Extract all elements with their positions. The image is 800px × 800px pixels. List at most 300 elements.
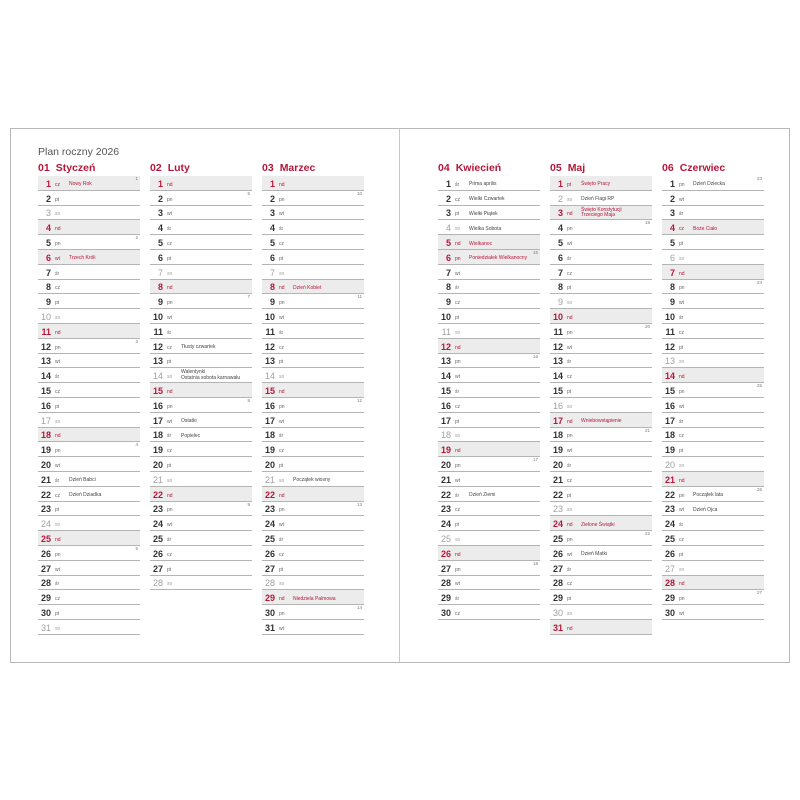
month-number: 04 <box>438 162 450 174</box>
day-number: 26 <box>664 548 675 559</box>
day-row <box>550 339 652 354</box>
day-number: 18 <box>40 430 51 441</box>
day-number: 26 <box>152 548 163 559</box>
day-row <box>662 220 764 235</box>
day-row <box>438 206 540 221</box>
day-number: 9 <box>269 297 275 308</box>
week-number: 6 <box>247 190 250 196</box>
day-number: 22 <box>552 489 563 500</box>
weekday-abbr: cz <box>55 492 60 499</box>
weekday-abbr: cz <box>167 344 172 351</box>
day-row <box>262 590 364 605</box>
weekday-abbr: nd <box>167 388 173 395</box>
day-row <box>262 235 364 250</box>
day-row <box>262 442 364 457</box>
day-number: 7 <box>269 267 275 278</box>
holiday-label <box>469 227 501 232</box>
day-number: 16 <box>152 400 163 411</box>
day-number: 19 <box>552 445 563 456</box>
weekday-abbr: wt <box>567 240 572 247</box>
week-number: 18 <box>532 560 538 566</box>
weekday-abbr: wt <box>167 418 172 425</box>
month-name: Czerwiec <box>679 162 726 174</box>
weekday-abbr: pn <box>55 344 61 351</box>
day-row <box>262 250 364 265</box>
day-number: 3 <box>269 208 275 219</box>
day-number: 21 <box>264 474 275 485</box>
weekday-abbr: pn <box>679 181 685 188</box>
weekday-abbr: pt <box>455 211 460 218</box>
day-row <box>38 516 140 531</box>
day-row <box>438 309 540 324</box>
weekday-abbr: pn <box>567 536 573 543</box>
day-number: 11 <box>441 326 451 337</box>
weekday-abbr: wt <box>567 344 572 351</box>
day-row <box>438 354 540 369</box>
weekday-abbr: śr <box>679 314 684 321</box>
weekday-abbr: pt <box>55 507 60 514</box>
weekday-abbr: so <box>167 581 173 588</box>
day-row <box>150 561 252 576</box>
week-number: 3 <box>135 338 138 344</box>
holiday-line: Prima aprilis <box>469 181 497 188</box>
holiday-label <box>293 597 336 602</box>
day-row <box>150 339 252 354</box>
day-number: 31 <box>40 622 51 633</box>
day-number: 18 <box>552 430 563 441</box>
day-row <box>38 428 140 443</box>
day-row <box>550 516 652 531</box>
day-number: 7 <box>669 267 675 278</box>
month-name: Luty <box>167 162 190 174</box>
weekday-abbr: so <box>55 625 61 632</box>
day-row <box>262 531 364 546</box>
day-row <box>262 309 364 324</box>
day-row <box>150 235 252 250</box>
weekday-abbr: so <box>567 300 573 307</box>
day-number: 12 <box>40 341 51 352</box>
day-row <box>38 457 140 472</box>
weekday-abbr: pn <box>279 403 285 410</box>
day-row <box>262 516 364 531</box>
day-number: 4 <box>269 223 275 234</box>
weekday-abbr: cz <box>567 477 572 484</box>
month-header <box>438 162 540 176</box>
day-row <box>438 487 540 502</box>
day-number: 21 <box>552 474 563 485</box>
day-number: 18 <box>264 430 275 441</box>
month-column-february <box>150 162 252 590</box>
day-number: 5 <box>445 237 451 248</box>
weekday-abbr: śr <box>55 270 60 277</box>
weekday-abbr: pn <box>55 240 61 247</box>
day-number: 24 <box>264 519 275 530</box>
weekday-abbr: wt <box>679 196 684 203</box>
weekday-abbr: śr <box>55 581 60 588</box>
holiday-label <box>69 256 96 261</box>
weekday-abbr: pn <box>167 196 173 203</box>
day-row <box>438 368 540 383</box>
day-number: 3 <box>557 208 563 219</box>
day-row <box>550 368 652 383</box>
day-row <box>662 531 764 546</box>
day-number: 8 <box>45 282 51 293</box>
day-row <box>262 206 364 221</box>
holiday-line: Dzień Dziadka <box>69 492 102 499</box>
day-row <box>550 546 652 561</box>
day-number: 9 <box>669 297 675 308</box>
day-number: 2 <box>45 193 51 204</box>
day-number: 28 <box>264 578 275 589</box>
weekday-abbr: so <box>55 314 61 321</box>
day-number: 17 <box>40 415 51 426</box>
day-row <box>150 457 252 472</box>
day-number: 15 <box>664 385 675 396</box>
day-number: 21 <box>40 474 51 485</box>
weekday-abbr: cz <box>55 285 60 292</box>
weekday-abbr: śr <box>167 226 172 233</box>
day-number: 1 <box>269 178 275 189</box>
day-row <box>262 620 364 635</box>
holiday-label <box>293 478 330 483</box>
day-row <box>150 220 252 235</box>
weekday-abbr: nd <box>279 181 285 188</box>
weekday-abbr: cz <box>167 240 172 247</box>
weekday-abbr: pt <box>55 403 60 410</box>
day-row <box>150 428 252 443</box>
weekday-abbr: wt <box>167 211 172 218</box>
weekday-abbr: pn <box>567 433 573 440</box>
holiday-label <box>181 370 240 381</box>
day-number: 9 <box>45 297 51 308</box>
day-row <box>150 502 252 517</box>
holiday-label <box>693 508 717 513</box>
day-number: 6 <box>557 252 563 263</box>
holiday-line: Nowy Rok <box>69 181 92 188</box>
day-row <box>262 605 364 620</box>
day-number: 23 <box>664 504 675 515</box>
day-number: 3 <box>45 208 51 219</box>
day-number: 30 <box>440 607 451 618</box>
day-number: 7 <box>445 267 451 278</box>
day-number: 26 <box>264 548 275 559</box>
day-number: 20 <box>552 459 563 470</box>
day-number: 14 <box>664 371 675 382</box>
holiday-label <box>693 227 717 232</box>
day-number: 25 <box>664 533 675 544</box>
day-row <box>262 428 364 443</box>
day-number: 17 <box>440 415 451 426</box>
day-number: 31 <box>264 622 275 633</box>
weekday-abbr: so <box>567 196 573 203</box>
day-row <box>662 472 764 487</box>
day-number: 10 <box>552 311 563 322</box>
day-row <box>262 502 364 517</box>
weekday-abbr: pt <box>279 359 284 366</box>
holiday-label <box>581 197 614 202</box>
weekday-abbr: pn <box>167 507 173 514</box>
weekday-abbr: wt <box>279 418 284 425</box>
day-number: 8 <box>669 282 675 293</box>
weekday-abbr: pt <box>679 240 684 247</box>
day-row <box>550 280 652 295</box>
day-row <box>262 457 364 472</box>
day-row <box>438 294 540 309</box>
day-number: 15 <box>264 385 275 396</box>
holiday-label <box>181 345 215 350</box>
day-row <box>662 442 764 457</box>
day-row <box>150 191 252 206</box>
day-row <box>438 546 540 561</box>
holiday-label <box>469 242 492 247</box>
day-number: 17 <box>264 415 275 426</box>
weekday-abbr: cz <box>455 403 460 410</box>
holiday-line: Ostatnia sobota karnawału <box>181 374 241 381</box>
month-column-january <box>38 162 140 635</box>
day-row <box>150 309 252 324</box>
weekday-abbr: pt <box>167 462 172 469</box>
day-number: 29 <box>664 593 675 604</box>
day-number: 9 <box>557 297 563 308</box>
holiday-line: Zielone Świątki <box>581 521 615 528</box>
week-number: 16 <box>532 353 538 359</box>
weekday-abbr: śr <box>679 211 684 218</box>
weekday-abbr: pt <box>679 448 684 455</box>
day-number: 21 <box>440 474 451 485</box>
weekday-abbr: wt <box>567 448 572 455</box>
holiday-label <box>581 182 610 187</box>
day-row <box>38 383 140 398</box>
weekday-abbr: nd <box>567 418 573 425</box>
day-row <box>438 413 540 428</box>
weekday-abbr: pn <box>55 448 61 455</box>
weekday-abbr: nd <box>455 448 461 455</box>
weekday-abbr: nd <box>679 477 685 484</box>
day-number: 1 <box>157 178 163 189</box>
weekday-abbr: nd <box>567 211 573 218</box>
weekday-abbr: śr <box>455 388 460 395</box>
day-number: 20 <box>152 459 163 470</box>
weekday-abbr: nd <box>55 433 61 440</box>
day-number: 8 <box>557 282 563 293</box>
day-number: 29 <box>40 593 51 604</box>
day-row <box>662 383 764 398</box>
day-row <box>38 294 140 309</box>
holiday-line: Poniedziałek Wielkanocny <box>469 255 528 262</box>
month-name: Maj <box>567 162 586 174</box>
weekday-abbr: pn <box>167 300 173 307</box>
day-row <box>662 294 764 309</box>
day-row <box>438 516 540 531</box>
week-number: 27 <box>756 590 762 596</box>
day-number: 21 <box>152 474 163 485</box>
weekday-abbr: pn <box>455 255 461 262</box>
day-row <box>550 294 652 309</box>
day-number: 11 <box>553 326 563 337</box>
day-number: 10 <box>40 311 51 322</box>
holiday-label <box>693 182 725 187</box>
day-row <box>150 472 252 487</box>
month-name: Styczeń <box>55 162 96 174</box>
weekday-abbr: pn <box>167 403 173 410</box>
weekday-abbr: pn <box>279 196 285 203</box>
day-row <box>550 235 652 250</box>
holiday-label <box>581 552 607 557</box>
day-row <box>550 531 652 546</box>
weekday-abbr: pt <box>167 359 172 366</box>
day-number: 17 <box>664 415 675 426</box>
holiday-label <box>469 256 527 261</box>
week-number: 15 <box>532 249 538 255</box>
day-row <box>150 398 252 413</box>
day-row <box>662 235 764 250</box>
day-number: 1 <box>445 178 451 189</box>
weekday-abbr: pt <box>167 255 172 262</box>
page-title: Plan roczny 2026 <box>38 146 120 158</box>
day-row <box>662 428 764 443</box>
weekday-abbr: śr <box>567 462 572 469</box>
day-number: 25 <box>152 533 163 544</box>
day-row <box>262 368 364 383</box>
day-row <box>150 265 252 280</box>
day-row <box>438 324 540 339</box>
weekday-abbr: cz <box>567 581 572 588</box>
day-row <box>550 502 652 517</box>
day-number: 19 <box>264 445 275 456</box>
day-row <box>438 191 540 206</box>
holiday-label <box>469 493 495 498</box>
weekday-abbr: nd <box>279 388 285 395</box>
day-row <box>150 250 252 265</box>
day-number: 30 <box>40 607 51 618</box>
weekday-abbr: śr <box>55 374 60 381</box>
day-row <box>550 472 652 487</box>
day-row <box>662 206 764 221</box>
day-row <box>550 590 652 605</box>
weekday-abbr: so <box>55 211 61 218</box>
day-row <box>262 546 364 561</box>
day-number: 2 <box>557 193 563 204</box>
day-row <box>38 546 140 561</box>
day-number: 13 <box>40 356 51 367</box>
holiday-label <box>69 493 101 498</box>
month-column-june <box>662 162 764 620</box>
weekday-abbr: nd <box>679 374 685 381</box>
day-row <box>550 457 652 472</box>
weekday-abbr: cz <box>567 374 572 381</box>
day-row <box>38 235 140 250</box>
weekday-abbr: śr <box>455 596 460 603</box>
holiday-line: Niedziela Palmowa <box>293 595 336 602</box>
weekday-abbr: cz <box>167 551 172 558</box>
weekday-abbr: wt <box>455 581 460 588</box>
month-number: 03 <box>262 162 274 174</box>
day-row <box>550 176 652 191</box>
day-row <box>150 442 252 457</box>
day-row <box>150 546 252 561</box>
week-number: 22 <box>644 531 650 537</box>
day-number: 9 <box>157 297 163 308</box>
holiday-label <box>581 523 615 528</box>
day-number: 1 <box>557 178 563 189</box>
day-number: 3 <box>669 208 675 219</box>
day-row <box>662 502 764 517</box>
day-number: 23 <box>264 504 275 515</box>
week-number: 9 <box>247 501 250 507</box>
weekday-abbr: so <box>455 226 461 233</box>
holiday-line: Tłusty czwartek <box>181 344 216 351</box>
day-number: 24 <box>552 519 563 530</box>
day-row <box>38 472 140 487</box>
weekday-abbr: so <box>679 255 685 262</box>
day-number: 15 <box>552 385 563 396</box>
day-number: 7 <box>557 267 563 278</box>
day-row <box>438 442 540 457</box>
day-number: 14 <box>152 371 163 382</box>
day-number: 26 <box>440 548 451 559</box>
day-row <box>550 324 652 339</box>
day-number: 19 <box>40 445 51 456</box>
day-number: 15 <box>40 385 51 396</box>
day-row <box>550 220 652 235</box>
day-number: 8 <box>269 282 275 293</box>
weekday-abbr: pt <box>55 196 60 203</box>
weekday-abbr: śr <box>567 359 572 366</box>
week-number: 8 <box>247 397 250 403</box>
week-number: 17 <box>532 457 538 463</box>
day-row <box>662 546 764 561</box>
weekday-abbr: pt <box>55 300 60 307</box>
weekday-abbr: pn <box>279 507 285 514</box>
holiday-label <box>69 478 96 483</box>
day-row <box>262 576 364 591</box>
day-number: 11 <box>41 326 51 337</box>
day-number: 2 <box>445 193 451 204</box>
weekday-abbr: pt <box>455 418 460 425</box>
day-number: 29 <box>264 593 275 604</box>
day-number: 28 <box>664 578 675 589</box>
day-row <box>550 191 652 206</box>
day-row <box>438 590 540 605</box>
weekday-abbr: pn <box>679 596 685 603</box>
day-number: 19 <box>440 445 451 456</box>
weekday-abbr: śr <box>167 536 172 543</box>
day-row <box>262 191 364 206</box>
weekday-abbr: pn <box>679 388 685 395</box>
weekday-abbr: cz <box>55 596 60 603</box>
holiday-label <box>293 286 321 291</box>
holiday-line: Początek wiosny <box>293 477 331 484</box>
day-number: 15 <box>152 385 163 396</box>
weekday-abbr: wt <box>279 625 284 632</box>
weekday-abbr: wt <box>279 522 284 529</box>
holiday-line: Dzień Kobiet <box>293 284 322 291</box>
day-number: 6 <box>45 252 51 263</box>
day-row <box>38 398 140 413</box>
day-row <box>262 280 364 295</box>
weekday-abbr: pn <box>279 610 285 617</box>
day-number: 30 <box>664 607 675 618</box>
weekday-abbr: pt <box>167 566 172 573</box>
day-number: 16 <box>264 400 275 411</box>
weekday-abbr: nd <box>679 581 685 588</box>
day-row <box>38 561 140 576</box>
day-number: 21 <box>664 474 675 485</box>
holiday-label <box>181 434 200 439</box>
week-number: 24 <box>756 279 762 285</box>
day-row <box>262 383 364 398</box>
day-number: 2 <box>157 193 163 204</box>
